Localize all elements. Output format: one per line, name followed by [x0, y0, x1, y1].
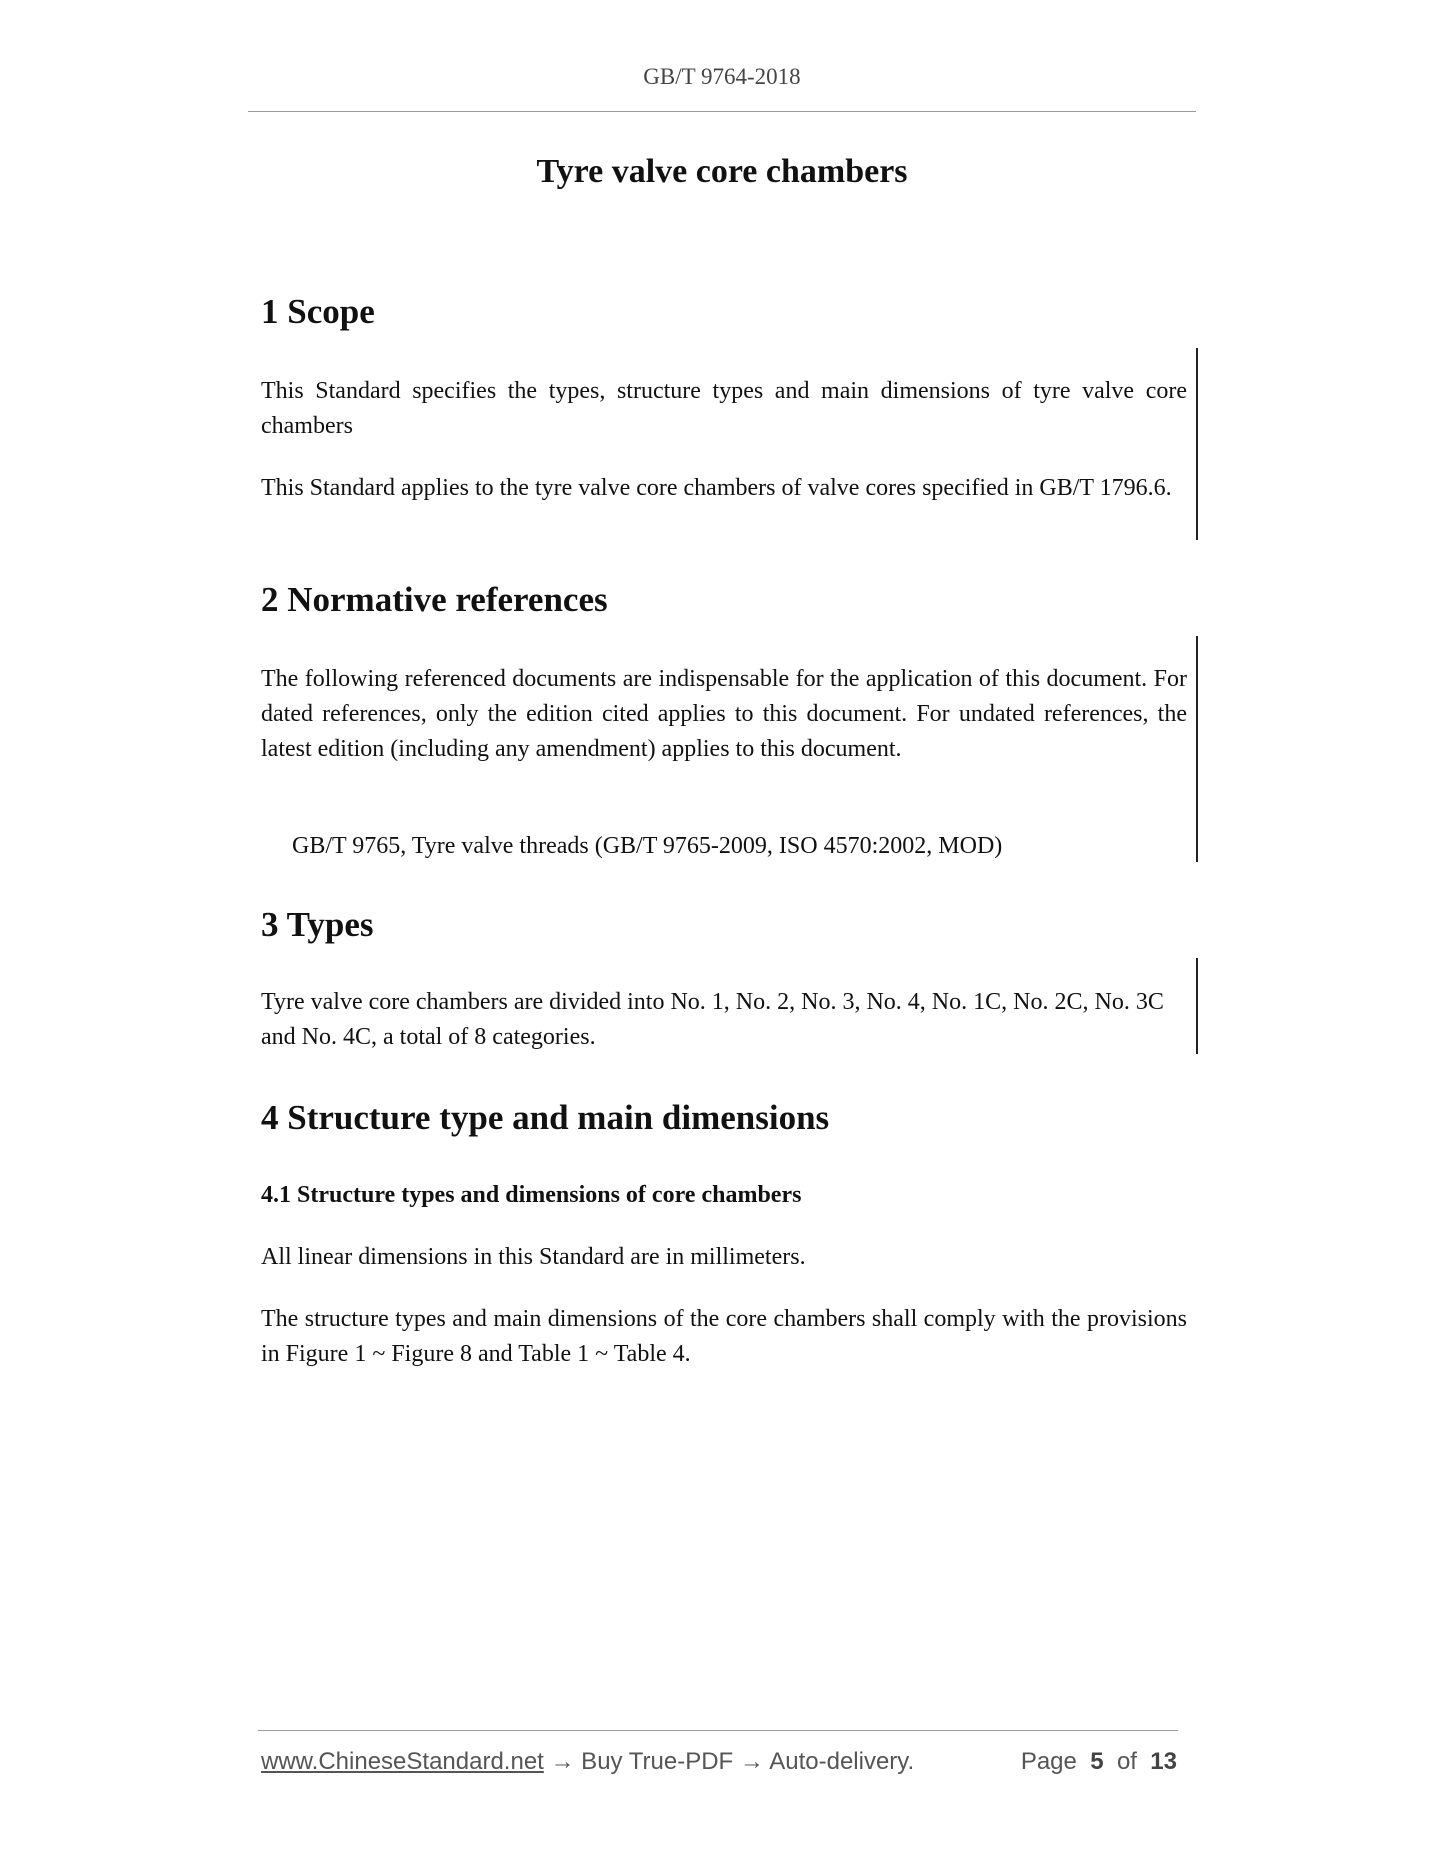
page-indicator	[1021, 1748, 1177, 1776]
change-bar	[1196, 348, 1198, 540]
of-label: of	[1116, 1748, 1137, 1775]
structure-paragraph-1: All linear dimensions in this Standard are in millimeters.	[261, 1244, 806, 1270]
page-footer	[261, 1748, 1181, 1780]
page-title: Tyre valve core chambers	[536, 153, 908, 190]
structure-paragraph-2: The structure types and main dimensions of the core chambers shall comply with the provisions in Figure 1 ~ Figure 8 and Table 1 ~ Table 4.	[261, 1306, 1187, 1367]
section-heading-normative-references: 2 Normative references	[261, 580, 608, 619]
scope-paragraph-1: This Standard specifies the types, structure types and main dimensions of tyre valve core chambers	[261, 378, 1187, 439]
change-bar	[1196, 636, 1198, 862]
types-paragraph-1: Tyre valve core chambers are divided into No. 1, No. 2, No. 3, No. 4, No. 1C, No. 2C, No. 3C and No. 4C, a total of 8 categories.	[261, 989, 1164, 1050]
chinesestandard-link[interactable]: www.ChineseStandard.net	[261, 1748, 544, 1775]
subsection-heading-4-1: 4.1 Structure types and dimensions of core chambers	[261, 1182, 802, 1208]
section-heading-types: 3 Types	[261, 905, 374, 944]
footer-tagline: → Buy True-PDF → Auto-delivery.	[543, 1748, 915, 1775]
section-heading-scope: 1 Scope	[261, 292, 375, 331]
page-number: 5	[1090, 1748, 1104, 1775]
normative-paragraph-1: The following referenced documents are indispensable for the application of this document. For dated references, only the edition cited applies to this document. For undated references, the latest edition (including any amendment) applies to this document.	[261, 666, 1187, 762]
section-heading-structure: 4 Structure type and main dimensions	[261, 1098, 830, 1137]
page-header: GB/T 9764-2018	[643, 64, 801, 89]
header-divider	[248, 111, 1196, 112]
footer-divider	[258, 1730, 1178, 1731]
page-label: Page	[1020, 1748, 1077, 1775]
normative-reference-item: GB/T 9765, Tyre valve threads (GB/T 9765-2009, ISO 4570:2002, MOD)	[292, 833, 1003, 859]
page-total: 13	[1150, 1748, 1177, 1775]
scope-paragraph-2: This Standard applies to the tyre valve core chambers of valve cores specified in GB/T 1796.6.	[261, 475, 1172, 501]
change-bar	[1196, 958, 1198, 1054]
